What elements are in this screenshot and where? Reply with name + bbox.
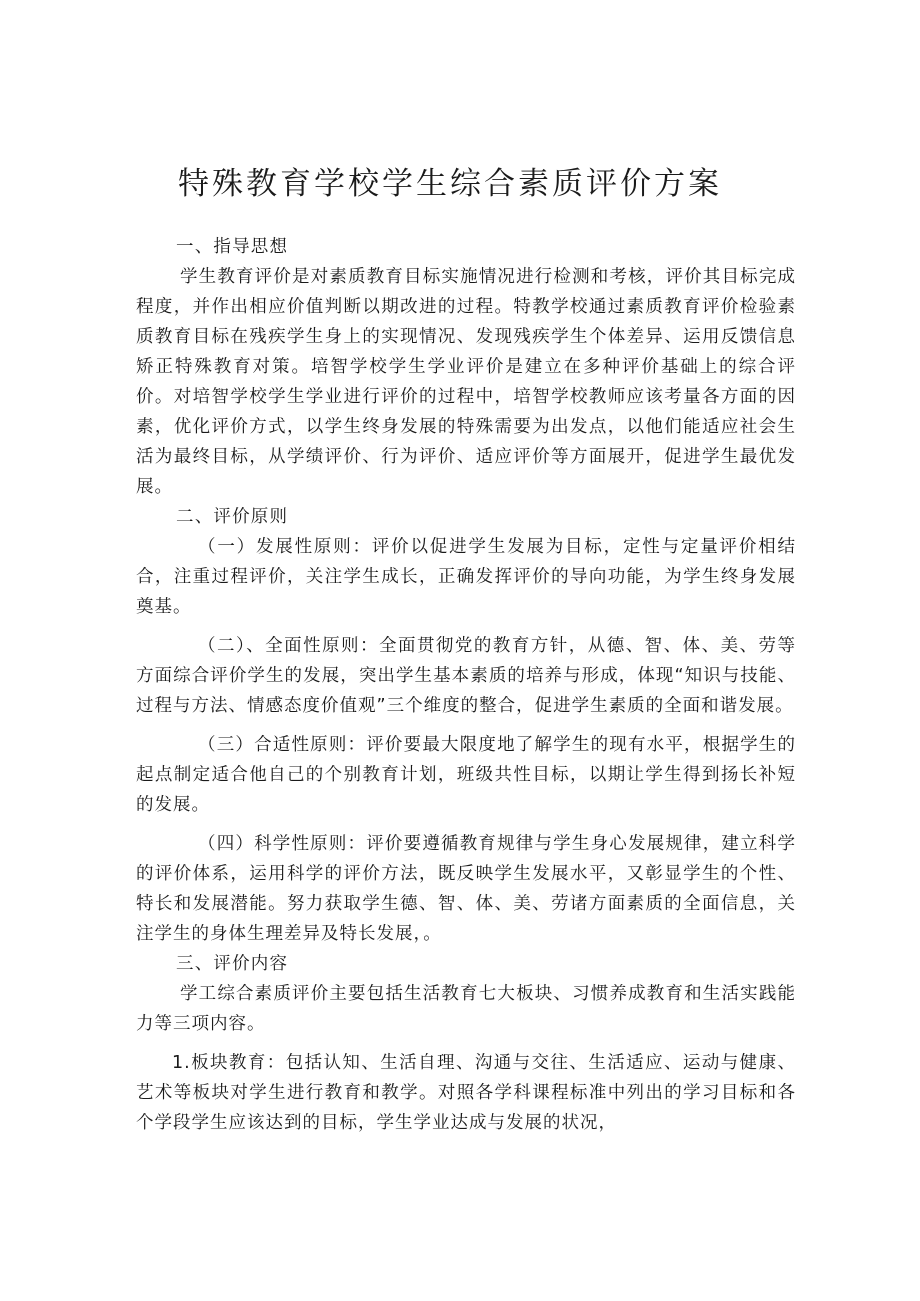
paragraph-principle-suitability: （三）合适性原则：评价要最大限度地了解学生的现有水平，根据学生的起点制定适合他自己的个别教育计划，班级共性目标，以期让学生得到扬长补短的发展。 [136, 735, 796, 815]
paragraph-principle-scientific: （四）科学性原则：评价要遵循教育规律与学生身心发展规律，建立科学的评价体系，运用科学的评价方法，既反映学生发展水平，又彰显学生的个性、特长和发展潜能。努力获取学生德、智、体、美、劳诸方面素质的全面信息，关注学生的身体生理差异及特长发展，。 [136, 834, 796, 944]
paragraph-guiding-ideology: 学生教育评价是对素质教育目标实施情况进行检测和考核，评价其目标完成程度，并作出相应价值判断以期改进的过程。特教学校通过素质教育评价检验素质教育目标在残疾学生身上的实现情况、发现残疾学生个体差异、运用反馈信息矫正特殊教育对策。培智学校学生学业评价是建立在多种评价基础上的综合评价。对培智学校学生学业进行评价的过程中，培智学校教师应该考量各方面的因素，优化评价方式，以学生终身发展的特殊需要为出发点，以他们能适应社会生活为最终目标，从学绩评价、行为评价、适应评价等方面展开，促进学生最优发展。 [136, 267, 796, 497]
paragraph-block-education: 1.板块教育：包括认知、生活自理、沟通与交往、生活适应、运动与健康、艺术等板块对学生进行教育和教学。对照各学科课程标准中列出的学习目标和各个学段学生应该达到的目标，学生学业达成与发展的状况， [136, 1053, 796, 1133]
document-title: 特殊教育学校学生综合素质评价方案 [178, 166, 722, 202]
paragraph-principle-comprehensive: （二）、全面性原则：全面贯彻党的教育方针，从德、智、体、美、劳等方面综合评价学生的发展，突出学生基本素质的培养与形成，体现“知识与技能、过程与方法、情感态度价值观”三个维度的整合，促进学生素质的全面和谐发展。 [136, 636, 796, 716]
section-heading-guiding-ideology: 一、指导思想 [176, 237, 289, 257]
document-body [136, 232, 796, 1138]
section-heading-evaluation-principles: 二、评价原则 [176, 507, 289, 527]
paragraph-principle-development: （一）发展性原则：评价以促进学生发展为目标，定性与定量评价相结合，注重过程评价，关注学生成长，正确发挥评价的导向功能，为学生终身发展奠基。 [136, 537, 796, 617]
paragraph-evaluation-content-intro: 学工综合素质评价主要包括生活教育七大板块、习惯养成教育和生活实践能力等三项内容。 [136, 984, 796, 1034]
section-heading-evaluation-content: 三、评价内容 [176, 954, 289, 974]
